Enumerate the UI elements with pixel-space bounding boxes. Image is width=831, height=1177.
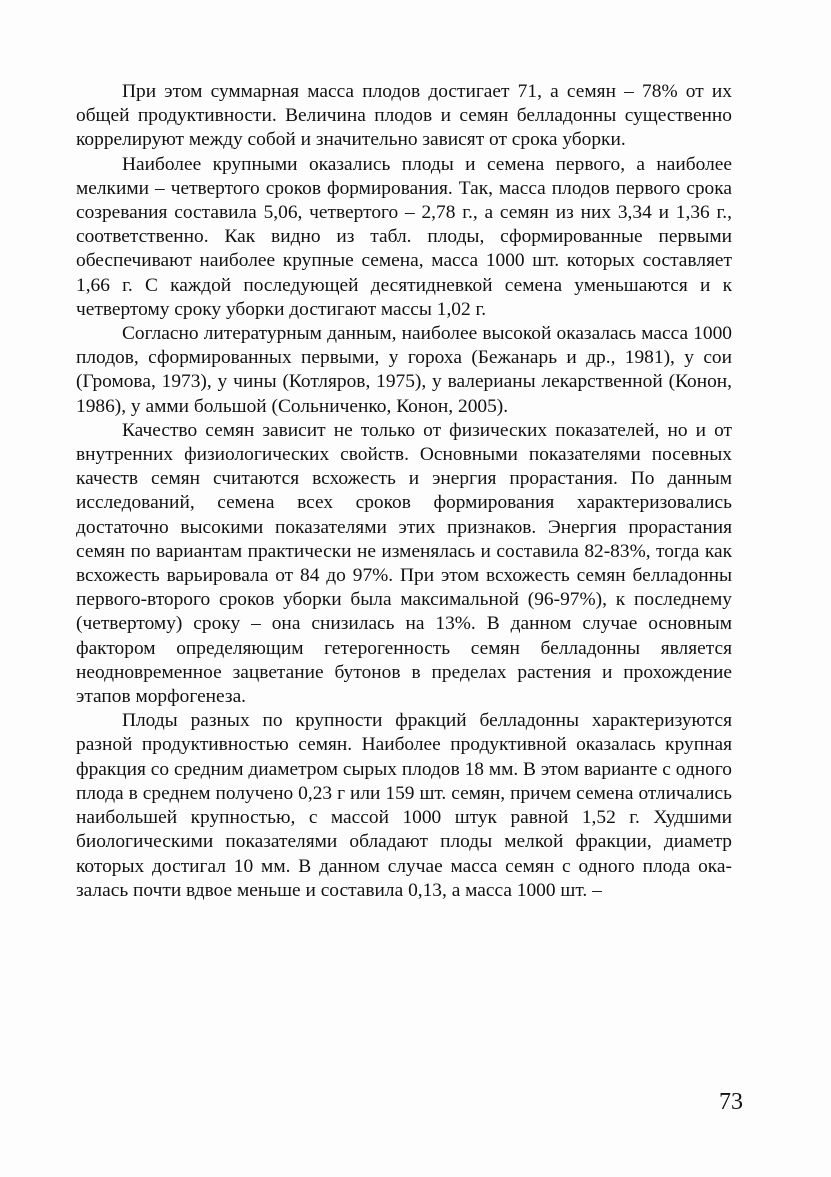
paragraph-2: Наиболее крупными оказались плоды и семена первого, а наиболее мелкими – четвертого сроков формирования. Так, масса плодов первого срока созревания составила 5,06, четвертого – 2,78 г., а семян из них 3,34 и 1,36 г., соответственно. Как видно из табл. плоды, сформированные первыми обеспечивают наиболее крупные семена, масса 1000 шт. которых составляет 1,66 г. С каждой последующей десятидневкой семена уменьшаются и к четвертому сроку уборки достигают массы 1,02 г.: [76, 153, 732, 320]
body-text: [76, 80, 732, 903]
paragraph-3: Согласно литературным данным, наиболее высокой оказалась масса 1000 плодов, сформированных первыми, у гороха (Бежанарь и др., 1981), у сои (Громова, 1973), у чины (Котляров, 1975), у валерианы лекарственной (Конон, 1986), у амми большой (Сольниченко, Конон, 2005).: [76, 323, 732, 417]
paragraph-5: Плоды разных по крупности фракций белладонны характеризуются разной продуктивностью семян. Наиболее продуктивной оказалась крупная фракция со средним диаметром сырых плодов 18 мм. В этом варианте с одного плода в среднем получено 0,23 г или 159 шт. семян, причем семена отличались наибольшей крупностью, с массой 1000 штук равной 1,52 г. Худшими биологическими показателями обладают плоды мелкой фракции, диаметр которых достигал 10 мм. В данном случае масса семян с одного плода оказалась почти вдвое меньше и составила 0,13, а масса 1000 шт. –: [76, 710, 733, 901]
page-number: 73: [719, 1089, 743, 1115]
paragraph-4: Качество семян зависит не только от физических показателей, но и от внутренних физиологических свойств. Основными показателями посевных качеств семян считаются всхожесть и энергия прорастания. По данным исследований, семена всех сроков формирования характеризовались достаточно высокими показателями этих признаков. Энергия прорастания семян по вариантам практически не изменялась и составила 82-83%, тогда как всхожесть варьировала от 84 до 97%. При этом всхожесть семян белладонны первого-второго сроков уборки была максимальной (96-97%), к последнему (четвертому) сроку – она снизилась на 13%. В данном случае основным фактором определяющим гетерогенность семян белладонны является неодновременное зацветание бутонов в пределах растения и прохождение этапов морфогенеза.: [76, 419, 732, 708]
paragraph-1: При этом суммарная масса плодов достигает 71, а семян – 78% от их общей продуктивности. Величина плодов и семян белладонны существенно коррелируют между собой и значительно зависят от срока уборки.: [76, 81, 732, 151]
